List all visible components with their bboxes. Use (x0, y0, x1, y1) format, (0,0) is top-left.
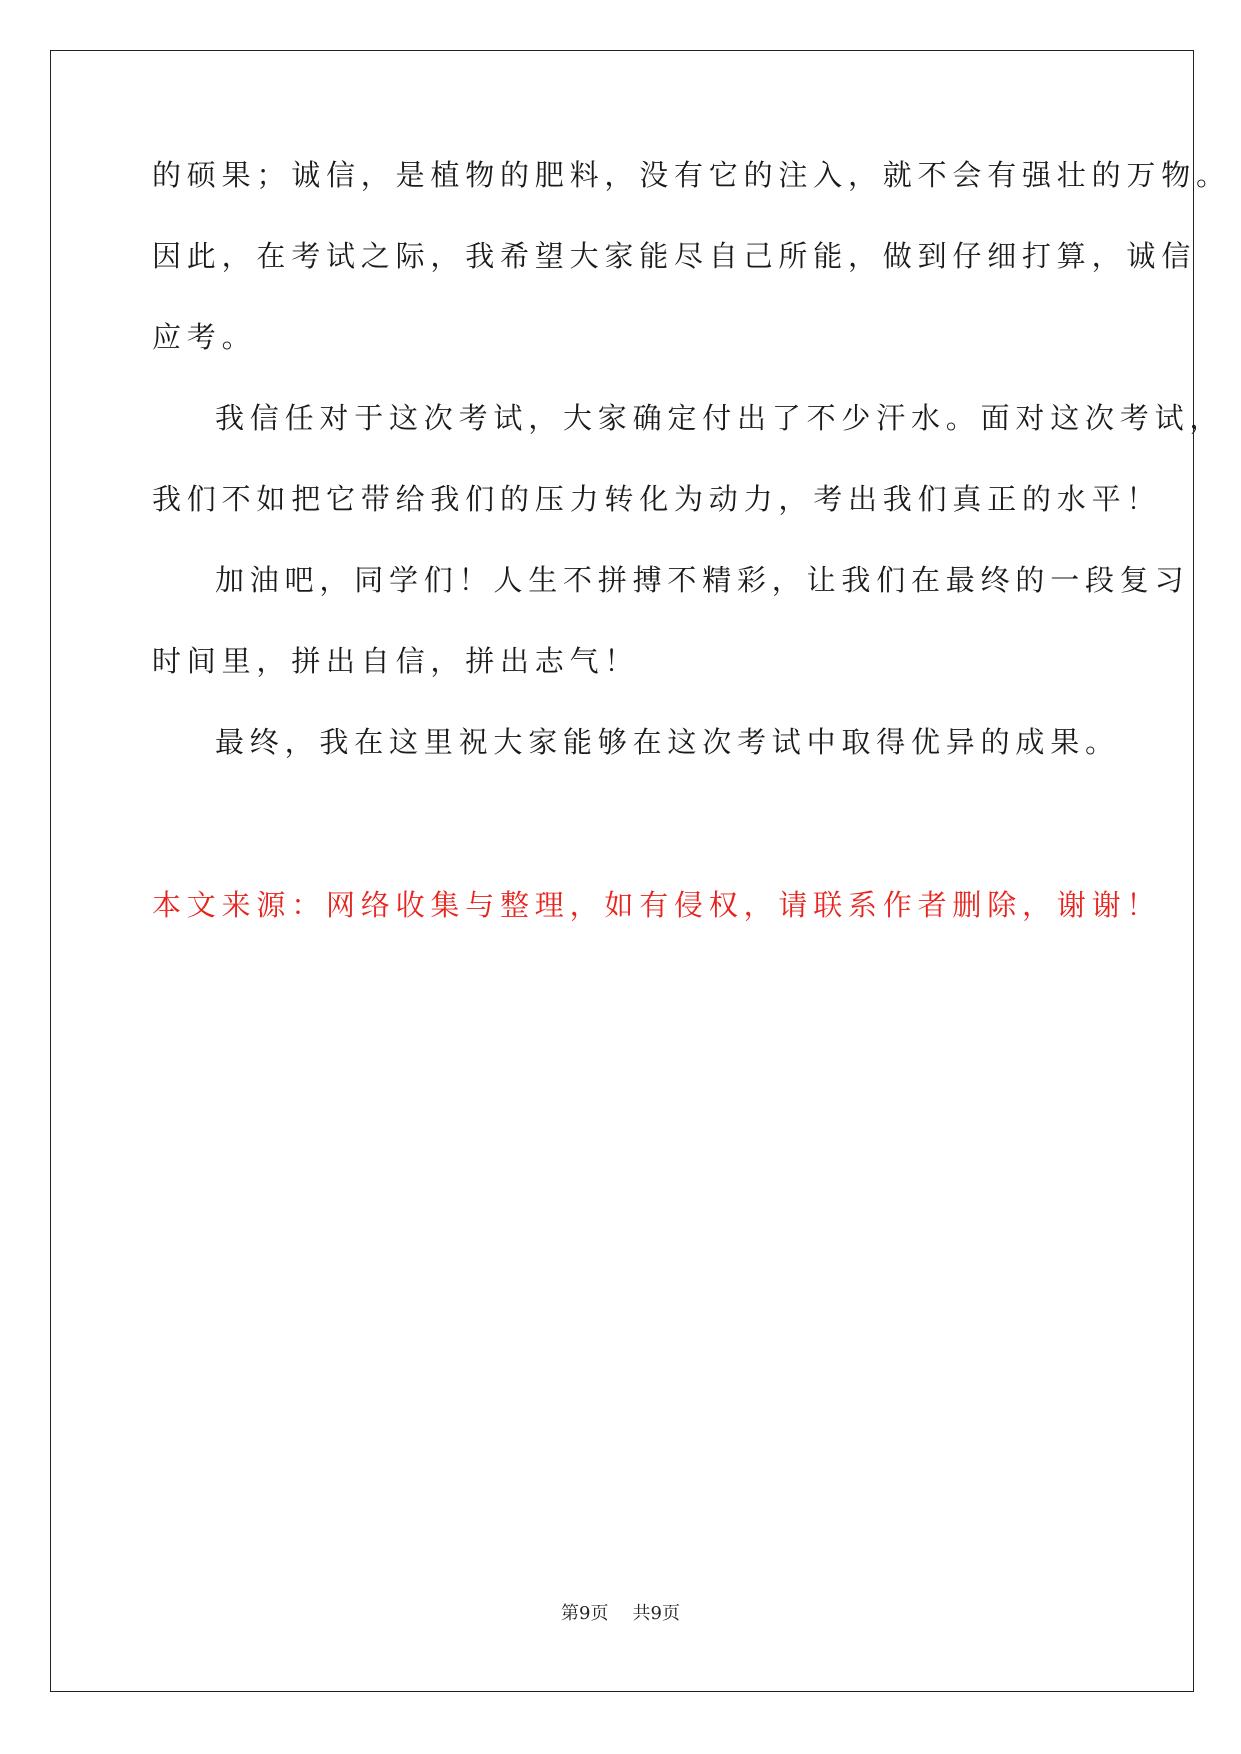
body-line-6: 加油吧，同学们！人生不拼搏不精彩，让我们在最终的一段复习 (215, 563, 1190, 597)
body-line-7: 时间里，拼出自信，拼出志气！ (152, 644, 640, 678)
body-line-2: 因此，在考试之际，我希望大家能尽自己所能，做到仔细打算，诚信 (152, 239, 1197, 273)
body-line-4: 我信任对于这次考试，大家确定付出了不少汗水。面对这次考试， (215, 401, 1225, 435)
body-line-1: 的硕果；诚信，是植物的肥料，没有它的注入，就不会有强壮的万物。 (152, 158, 1231, 192)
body-line-3: 应考。 (152, 320, 257, 354)
page-frame (50, 50, 1197, 1692)
body-line-8: 最终，我在这里祝大家能够在这次考试中取得优异的成果。 (215, 725, 1120, 759)
body-line-5: 我们不如把它带给我们的压力转化为动力，考出我们真正的水平！ (152, 482, 1162, 516)
page-footer (0, 1602, 1241, 1626)
total-pages-label: 共9页 (632, 1603, 680, 1624)
current-page-label: 第9页 (561, 1603, 609, 1624)
source-note: 本文来源：网络收集与整理，如有侵权，请联系作者删除，谢谢！ (152, 888, 1162, 922)
